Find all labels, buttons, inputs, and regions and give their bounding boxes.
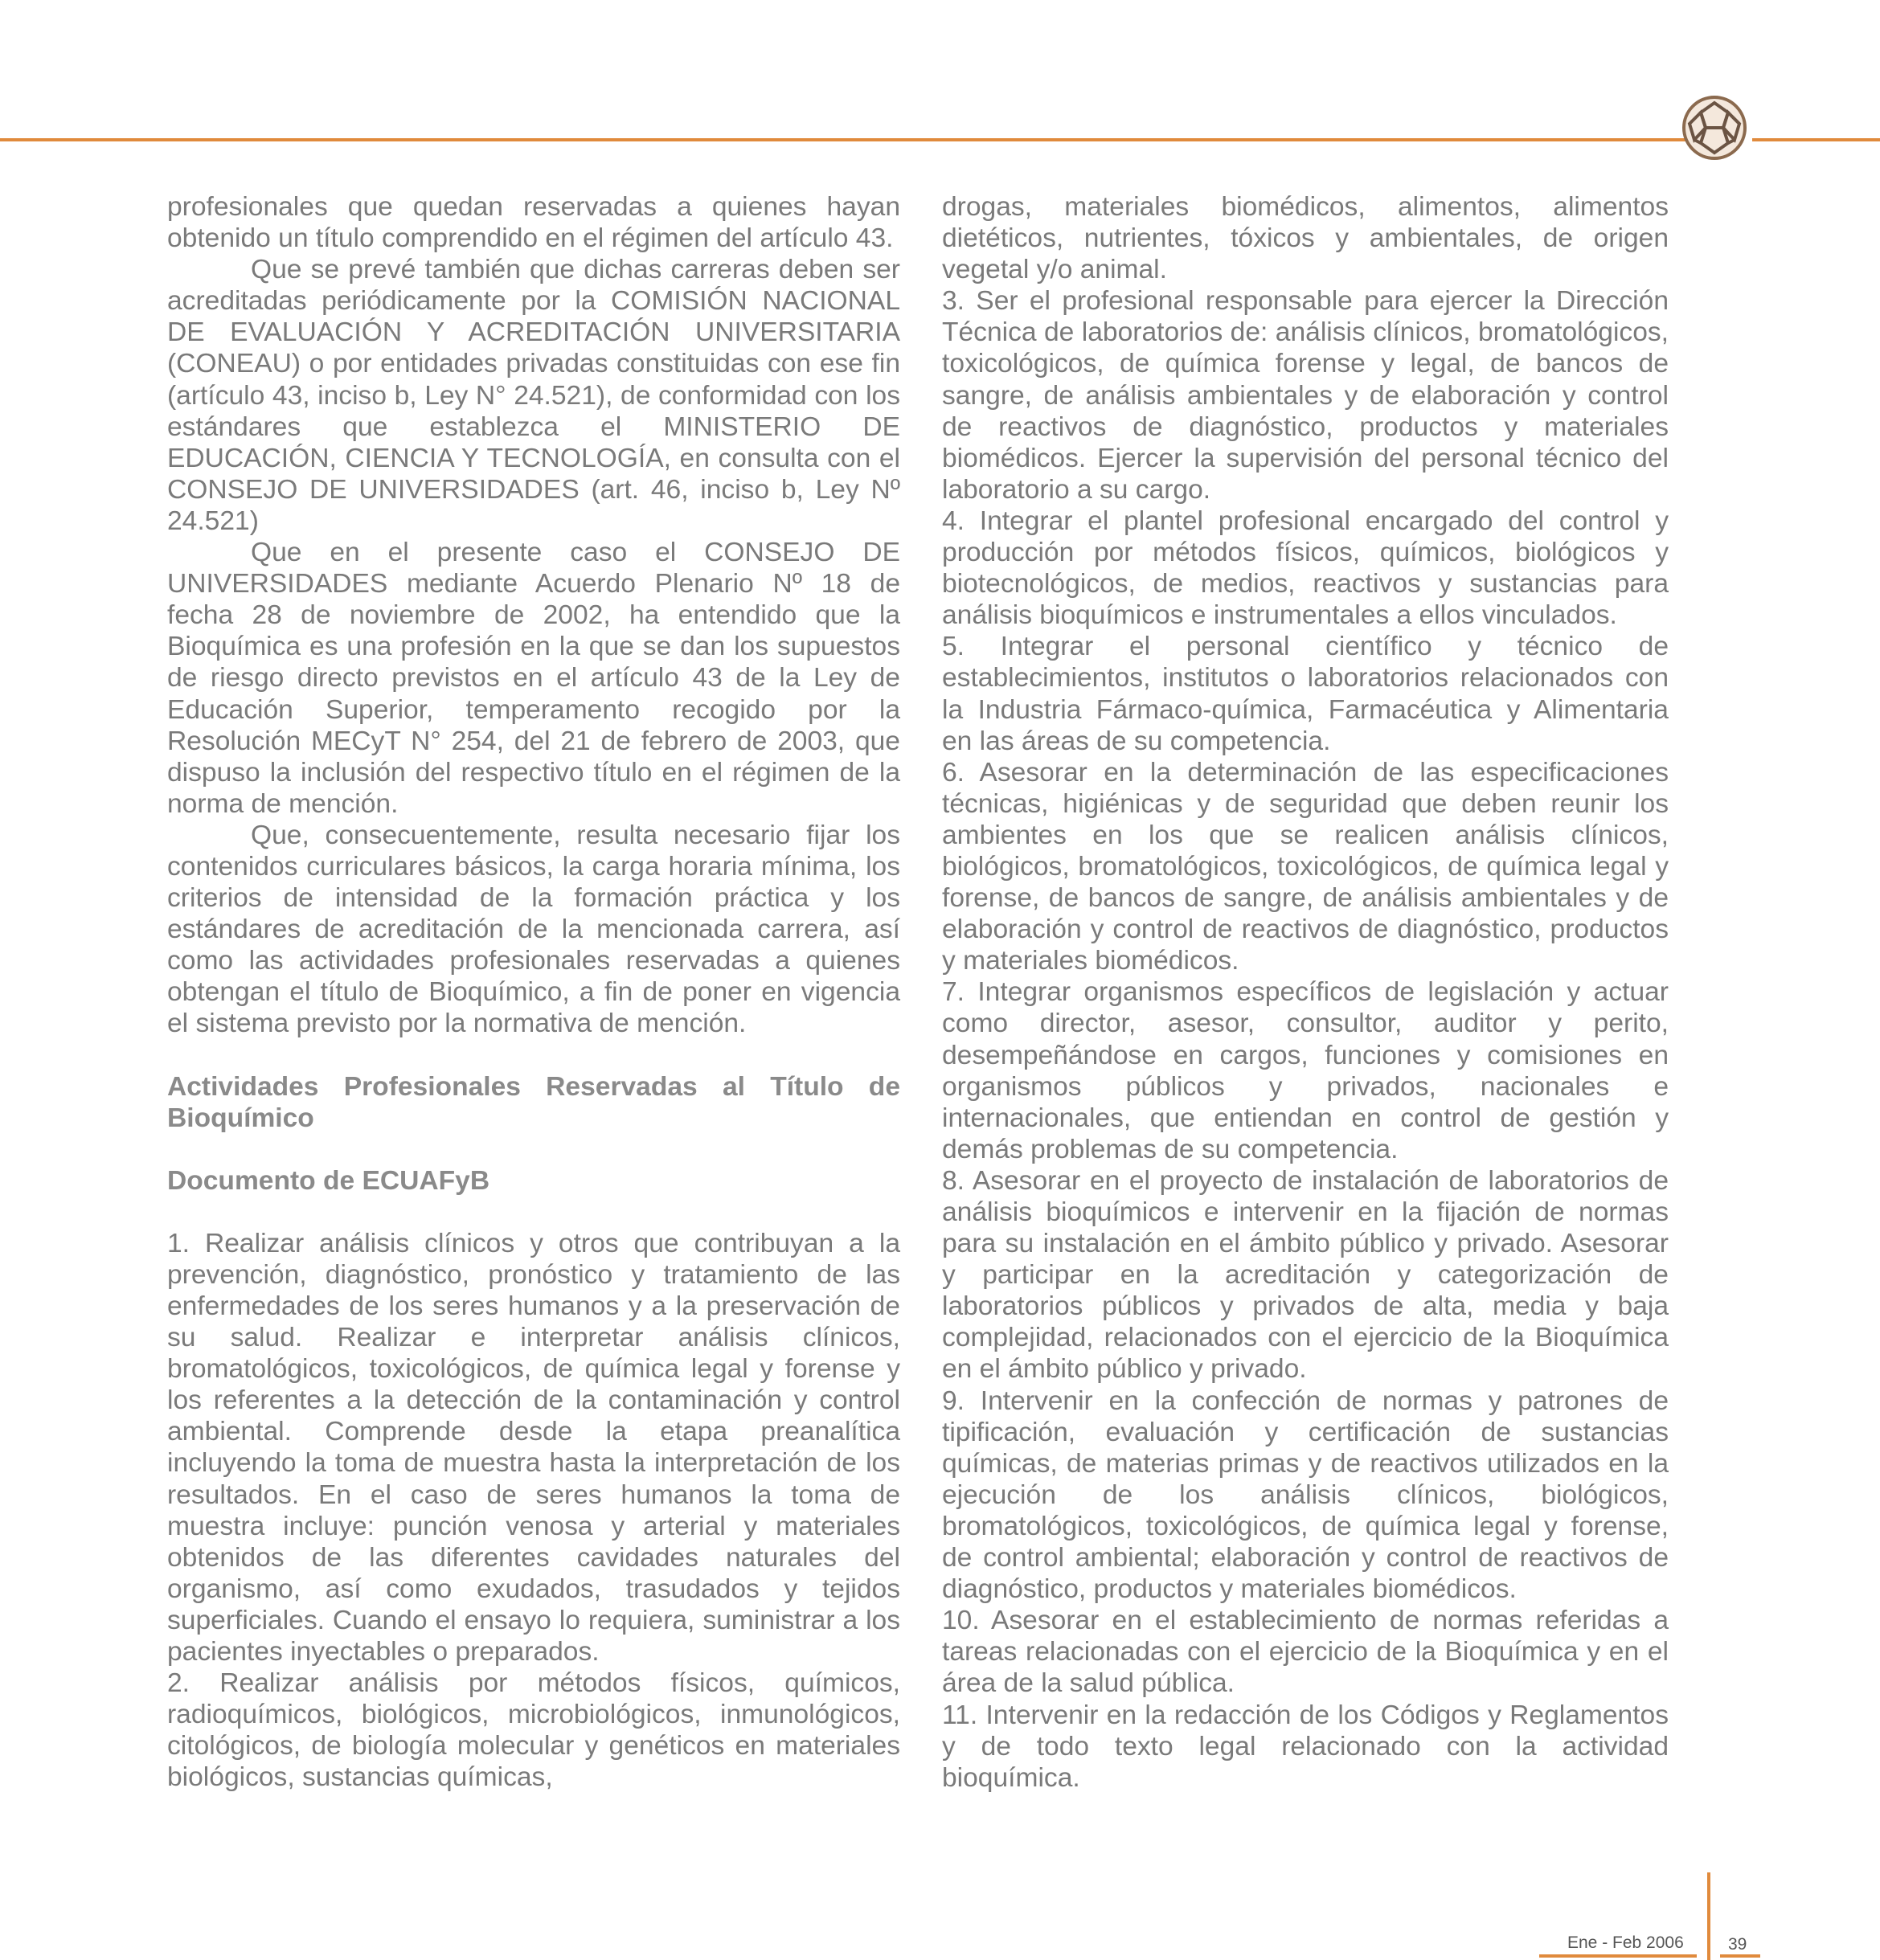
list-item: 4. Integrar el plantel profesional encargado del control y producción por métodos físicos, químicos, biológicos y biotecnológicos, de medios, reactivos y sustancias para análisis bioquímicos e instrumentales a ellos vinculados. — [942, 505, 1669, 631]
list-item: 6. Asesorar en la determinación de las especificaciones técnicas, higiénicas y de seguridad que deben reunir los ambientes en los que se realicen análisis clínicos, biológicos, bromatológicos, toxicológicos, de química legal y forense, de bancos de sangre, de análisis ambientales y de elaboración y control de reactivos de diagnóstico, productos y materiales biomédicos. — [942, 757, 1669, 976]
footer-page-rule — [1720, 1954, 1760, 1958]
paragraph: Que se prevé también que dichas carreras deben ser acreditadas periódicamente por la COMISIÓN NACIONAL DE EVALUACIÓN Y ACREDITACIÓN UNIVERSITARIA (CONEAU) o por entidades privadas constituidas con ese fin (artículo 43, inciso b, Ley N° 24.521), de conformidad con los estándares que establezca el MINISTERIO DE EDUCACIÓN, CIENCIA Y TECNOLOGÍA, en consulta con el CONSEJO DE UNIVERSIDADES (art. 46, inciso b, Ley Nº 24.521) — [167, 255, 900, 536]
list-item: 8. Asesorar en el proyecto de instalación de laboratorios de análisis bioquímicos e intervenir en la fijación de normas para su instalación en el ámbito público y privado. Asesorar y participar en la acreditación y categorización de laboratorios públicos y privados de alta, media y baja complejidad, relacionados con el ejercicio de la Bioquímica en el ámbito público y privado. — [942, 1165, 1669, 1385]
list-item: 10. Asesorar en el establecimiento de normas referidas a tareas relacionadas con el ejercicio de la Bioquímica y en el área de la salud pública. — [942, 1606, 1669, 1699]
left-column — [167, 191, 900, 1794]
list-item-continuation: drogas, materiales biomédicos, alimentos, alimentos dietéticos, nutrientes, tóxicos y ambientales, de origen vegetal y/o animal. — [942, 192, 1669, 285]
list-item: 3. Ser el profesional responsable para ejercer la Dirección Técnica de laboratorios de: análisis clínicos, bromatológicos, toxicológicos, de química forense y legal, de bancos de sangre, de análisis ambientales y de elaboración y control de reactivos de diagnóstico, productos y materiales biomédicos. Ejercer la supervisión del personal técnico del laboratorio a su cargo. — [942, 286, 1669, 505]
list-item: 1. Realizar análisis clínicos y otros que contribuyan a la prevención, diagnóstico, pronóstico y tratamiento de las enfermedades de los seres humanos y a la preservación de su salud. Realizar e interpretar análisis clínicos, bromatológicos, toxicológicos, de química legal y forense y los referentes a la detección de la contaminación y control ambiental. Comprende desde la etapa preanalítica incluyendo la toma de muestra hasta la interpretación de los resultados. En el caso de seres humanos la toma de muestra incluye: punción venosa y arterial y materiales obtenidos de las diferentes cavidades naturales del organismo, así como exudados, trasudados y tejidos superficiales. Cuando el ensayo lo requiera, suministrar a los pacientes inyectables o preparados. — [167, 1228, 900, 1667]
paragraph: profesionales que quedan reservadas a quienes hayan obtenido un título comprendido en el régimen del artículo 43. — [167, 192, 900, 254]
subsection-heading: Documento de ECUAFyB — [167, 1165, 490, 1196]
page-number: 39 — [1728, 1935, 1747, 1954]
list-item: 2. Realizar análisis por métodos físicos, químicos, radioquímicos, biológicos, microbiológicos, inmunológicos, citológicos, de biología molecular y genéticos en materiales biológicos, sustancias químicas, — [167, 1668, 900, 1793]
footer-date-rule — [1539, 1954, 1697, 1958]
molecule-icon — [1678, 92, 1751, 164]
header-rule-right — [1752, 138, 1880, 141]
section-heading: Actividades Profesionales Reservadas al Título de Bioquímico — [167, 1071, 900, 1133]
list-item: 5. Integrar el personal científico y técnico de establecimientos, institutos o laboratorios relacionados con la Industria Fármaco-química, Farmacéutica y Alimentaria en las áreas de su competencia. — [942, 632, 1669, 756]
header-rule — [0, 138, 1688, 141]
list-item: 9. Intervenir en la confección de normas y patrones de tipificación, evaluación y certificación de sustancias químicas, de materias primas y de reactivos utilizados en la ejecución de los análisis clínicos, biológicos, bromatológicos, toxicológicos, de química legal y forense, de control ambiental; elaboración y control de reactivos de diagnóstico, productos y materiales biomédicos. — [942, 1385, 1669, 1605]
right-column — [942, 191, 1669, 1794]
paragraph: Que en el presente caso el CONSEJO DE UNIVERSIDADES mediante Acuerdo Plenario Nº 18 de fecha 28 de noviembre de 2002, ha entendido que la Bioquímica es una profesión en la que se dan los supuestos de riesgo directo previstos en el artículo 43 de la Ley de Educación Superior, temperamento recogido por la Resolución MECyT N° 254, del 21 de febrero de 2003, que dispuso la inclusión del respectivo título en el régimen de la norma de mención. — [167, 538, 900, 819]
list-item: 7. Integrar organismos específicos de legislación y actuar como director, asesor, consultor, auditor y perito, desempeñándose en cargos, funciones y comisiones en organismos públicos y privados, nacionales e internacionales, que entiendan en control de gestión y demás problemas de su competencia. — [942, 977, 1669, 1164]
footer-vertical-rule — [1707, 1872, 1710, 1960]
paragraph: Que, consecuentemente, resulta necesario fijar los contenidos curriculares básicos, la carga horaria mínima, los criterios de intensidad de la formación práctica y los estándares de acreditación de la mencionada carrera, así como las actividades profesionales reservadas a quienes obtengan el título de Bioquímico, a fin de poner en vigencia el sistema previsto por la normativa de mención. — [167, 820, 900, 1039]
footer-date: Ene - Feb 2006 — [1567, 1933, 1684, 1952]
list-item: 11. Intervenir en la redacción de los Códigos y Reglamentos y de todo texto legal relacionado con la actividad bioquímica. — [942, 1700, 1669, 1793]
